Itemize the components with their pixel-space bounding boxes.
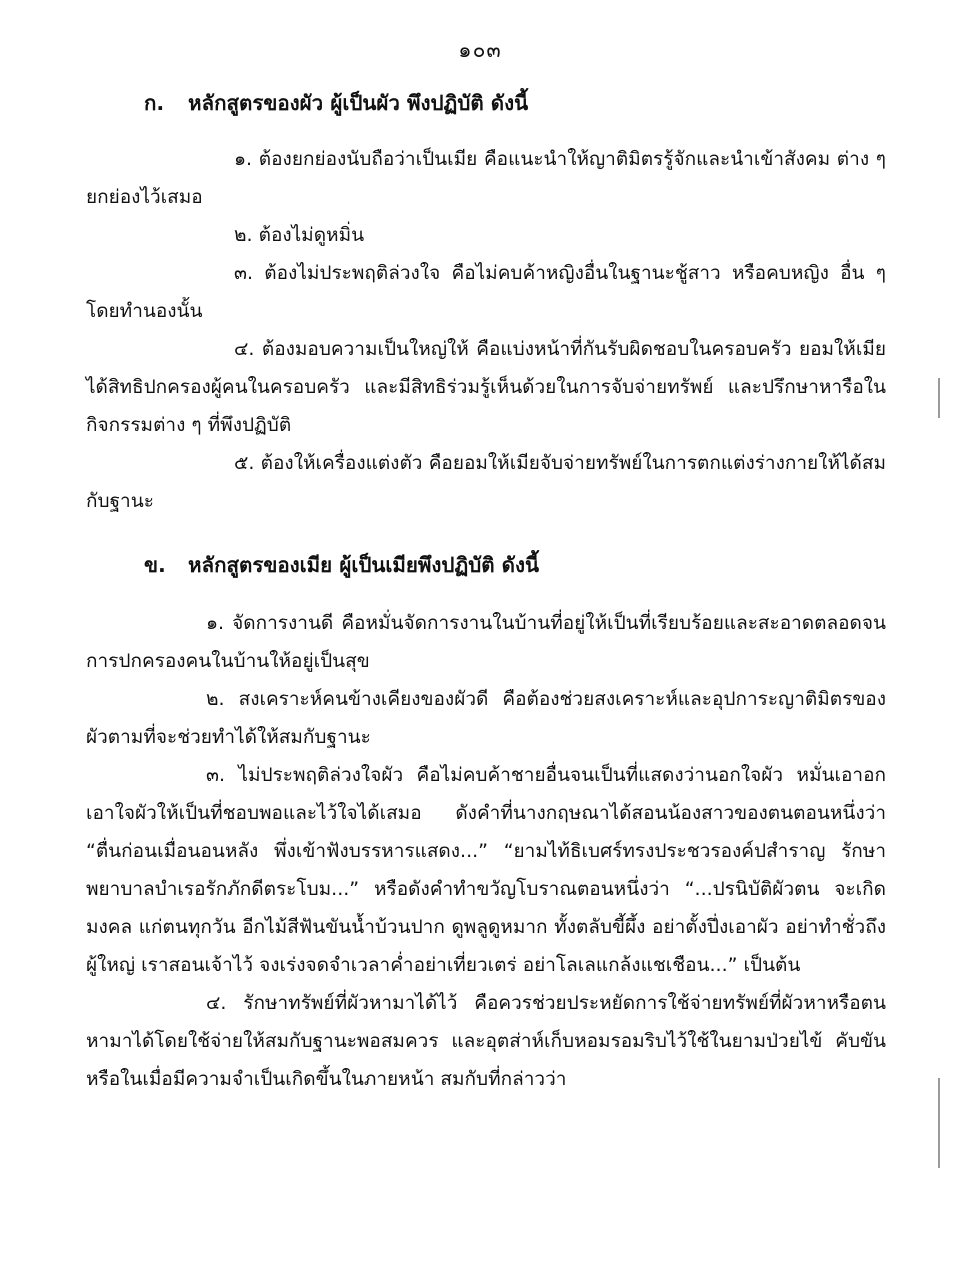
section-b-item-2: ๒. สงเคราะห์คนข้างเคียงของผัวดี คือต้องช่วยสงเคราะห์และอุปการะญาติมิตรของผัวตามที่จะช่วยทำได้ให้สมกับฐานะ (86, 688, 886, 748)
section-a-item-2: ๒. ต้องไม่ดูหมิ่น (234, 224, 365, 246)
section-a-mark: ก. (144, 91, 165, 115)
section-a-heading (86, 88, 886, 118)
scan-edge-mark (938, 378, 940, 418)
page-content (86, 88, 886, 1098)
page-number: ๑๐๓ (458, 38, 502, 62)
section-b-item-4: ๔. รักษาทรัพย์ที่ผัวหามาได้ไว้ คือควรช่วยประหยัดการใช้จ่ายทรัพย์ที่ผัวหาหรือตนหามาได้โดยใช้จ่ายให้สมกับฐานะพอสมควร และอุตส่าห์เก็บหอมรอมริบไว้ใช้ในยามป่วยไข้ คับขัน หรือในเมื่อมีความจำเป็นเกิดขึ้นในภายหน้า สมกับที่กล่าวว่า (86, 992, 886, 1090)
section-b-mark: ข. (144, 553, 166, 577)
section-b-item-1: ๑. จัดการงานดี คือหมั่นจัดการงานในบ้านที่อยู่ให้เป็นที่เรียบร้อยและสะอาดตลอดจนการปกครองคนในบ้านให้อยู่เป็นสุข (86, 612, 886, 672)
section-a-item-5: ๕. ต้องให้เครื่องแต่งตัว คือยอมให้เมียจับจ่ายทรัพย์ในการตกแต่งร่างกายให้ได้สมกับฐานะ (86, 452, 886, 512)
scan-edge-mark (938, 1078, 940, 1168)
section-b-title: หลักสูตรของเมีย ผู้เป็นเมียพึงปฏิบัติ ดังนี้ (188, 553, 540, 577)
section-a-title: หลักสูตรของผัว ผู้เป็นผัว พึงปฏิบัติ ดังนี้ (188, 91, 529, 115)
section-b-item-3: ๓. ไม่ประพฤติล่วงใจผัว คือไม่คบค้าชายอื่นจนเป็นที่แสดงว่านอกใจผัว หมั่นเอาอกเอาใจผัวให้เป็นที่ชอบพอและไว้ใจได้เสมอ ดังคำที่นางกฤษณาได้สอนน้องสาวของตนตอนหนึ่งว่า “ตื่นก่อนเมื่อนอนหลัง พึ่งเข้าฟังบรรหารแสดง...” “ยามไท้ธิเบศร์ทรงประชวรองค์ปสำราญ รักษาพยาบาลบำเรอรักภักดีตระโบม...” หรือดังคำทำขวัญโบราณตอนหนึ่งว่า “...ปรนิบัติผัวตน จะเกิดมงคล แก่ตนทุกวัน อีกไม้สีฟันขันน้ำบ้วนปาก ดูพลูดูหมาก ทั้งตลับขี้ผึ้ง อย่าตั้งปึ่งเอาผัว อย่าทำชั่วถึงผู้ใหญ่ เราสอนเจ้าไว้ จงเร่งจดจำเวลาค่ำอย่าเที่ยวเตร่ อย่าโลเลแกล้งแชเชือน...” เป็นต้น (86, 764, 886, 976)
section-a-item-3: ๓. ต้องไม่ประพฤติล่วงใจ คือไม่คบค้าหญิงอื่นในฐานะชู้สาว หรือคบหญิง อื่น ๆ โดยทำนองนั้น (86, 262, 886, 322)
section-b-heading (86, 550, 886, 580)
section-a-item-1: ๑. ต้องยกย่องนับถือว่าเป็นเมีย คือแนะนำให้ญาติมิตรรู้จักและนำเข้าสังคม ต่าง ๆ ยกย่องไว้เสมอ (86, 148, 886, 208)
section-a-item-4: ๔. ต้องมอบความเป็นใหญ่ให้ คือแบ่งหน้าที่กันรับผิดชอบในครอบครัว ยอมให้เมียได้สิทธิปกครองผู้คนในครอบครัว และมีสิทธิร่วมรู้เห็นด้วยในการจับจ่ายทรัพย์ และปรึกษาหารือในกิจกรรมต่าง ๆ ที่พึงปฏิบัติ (86, 338, 886, 436)
